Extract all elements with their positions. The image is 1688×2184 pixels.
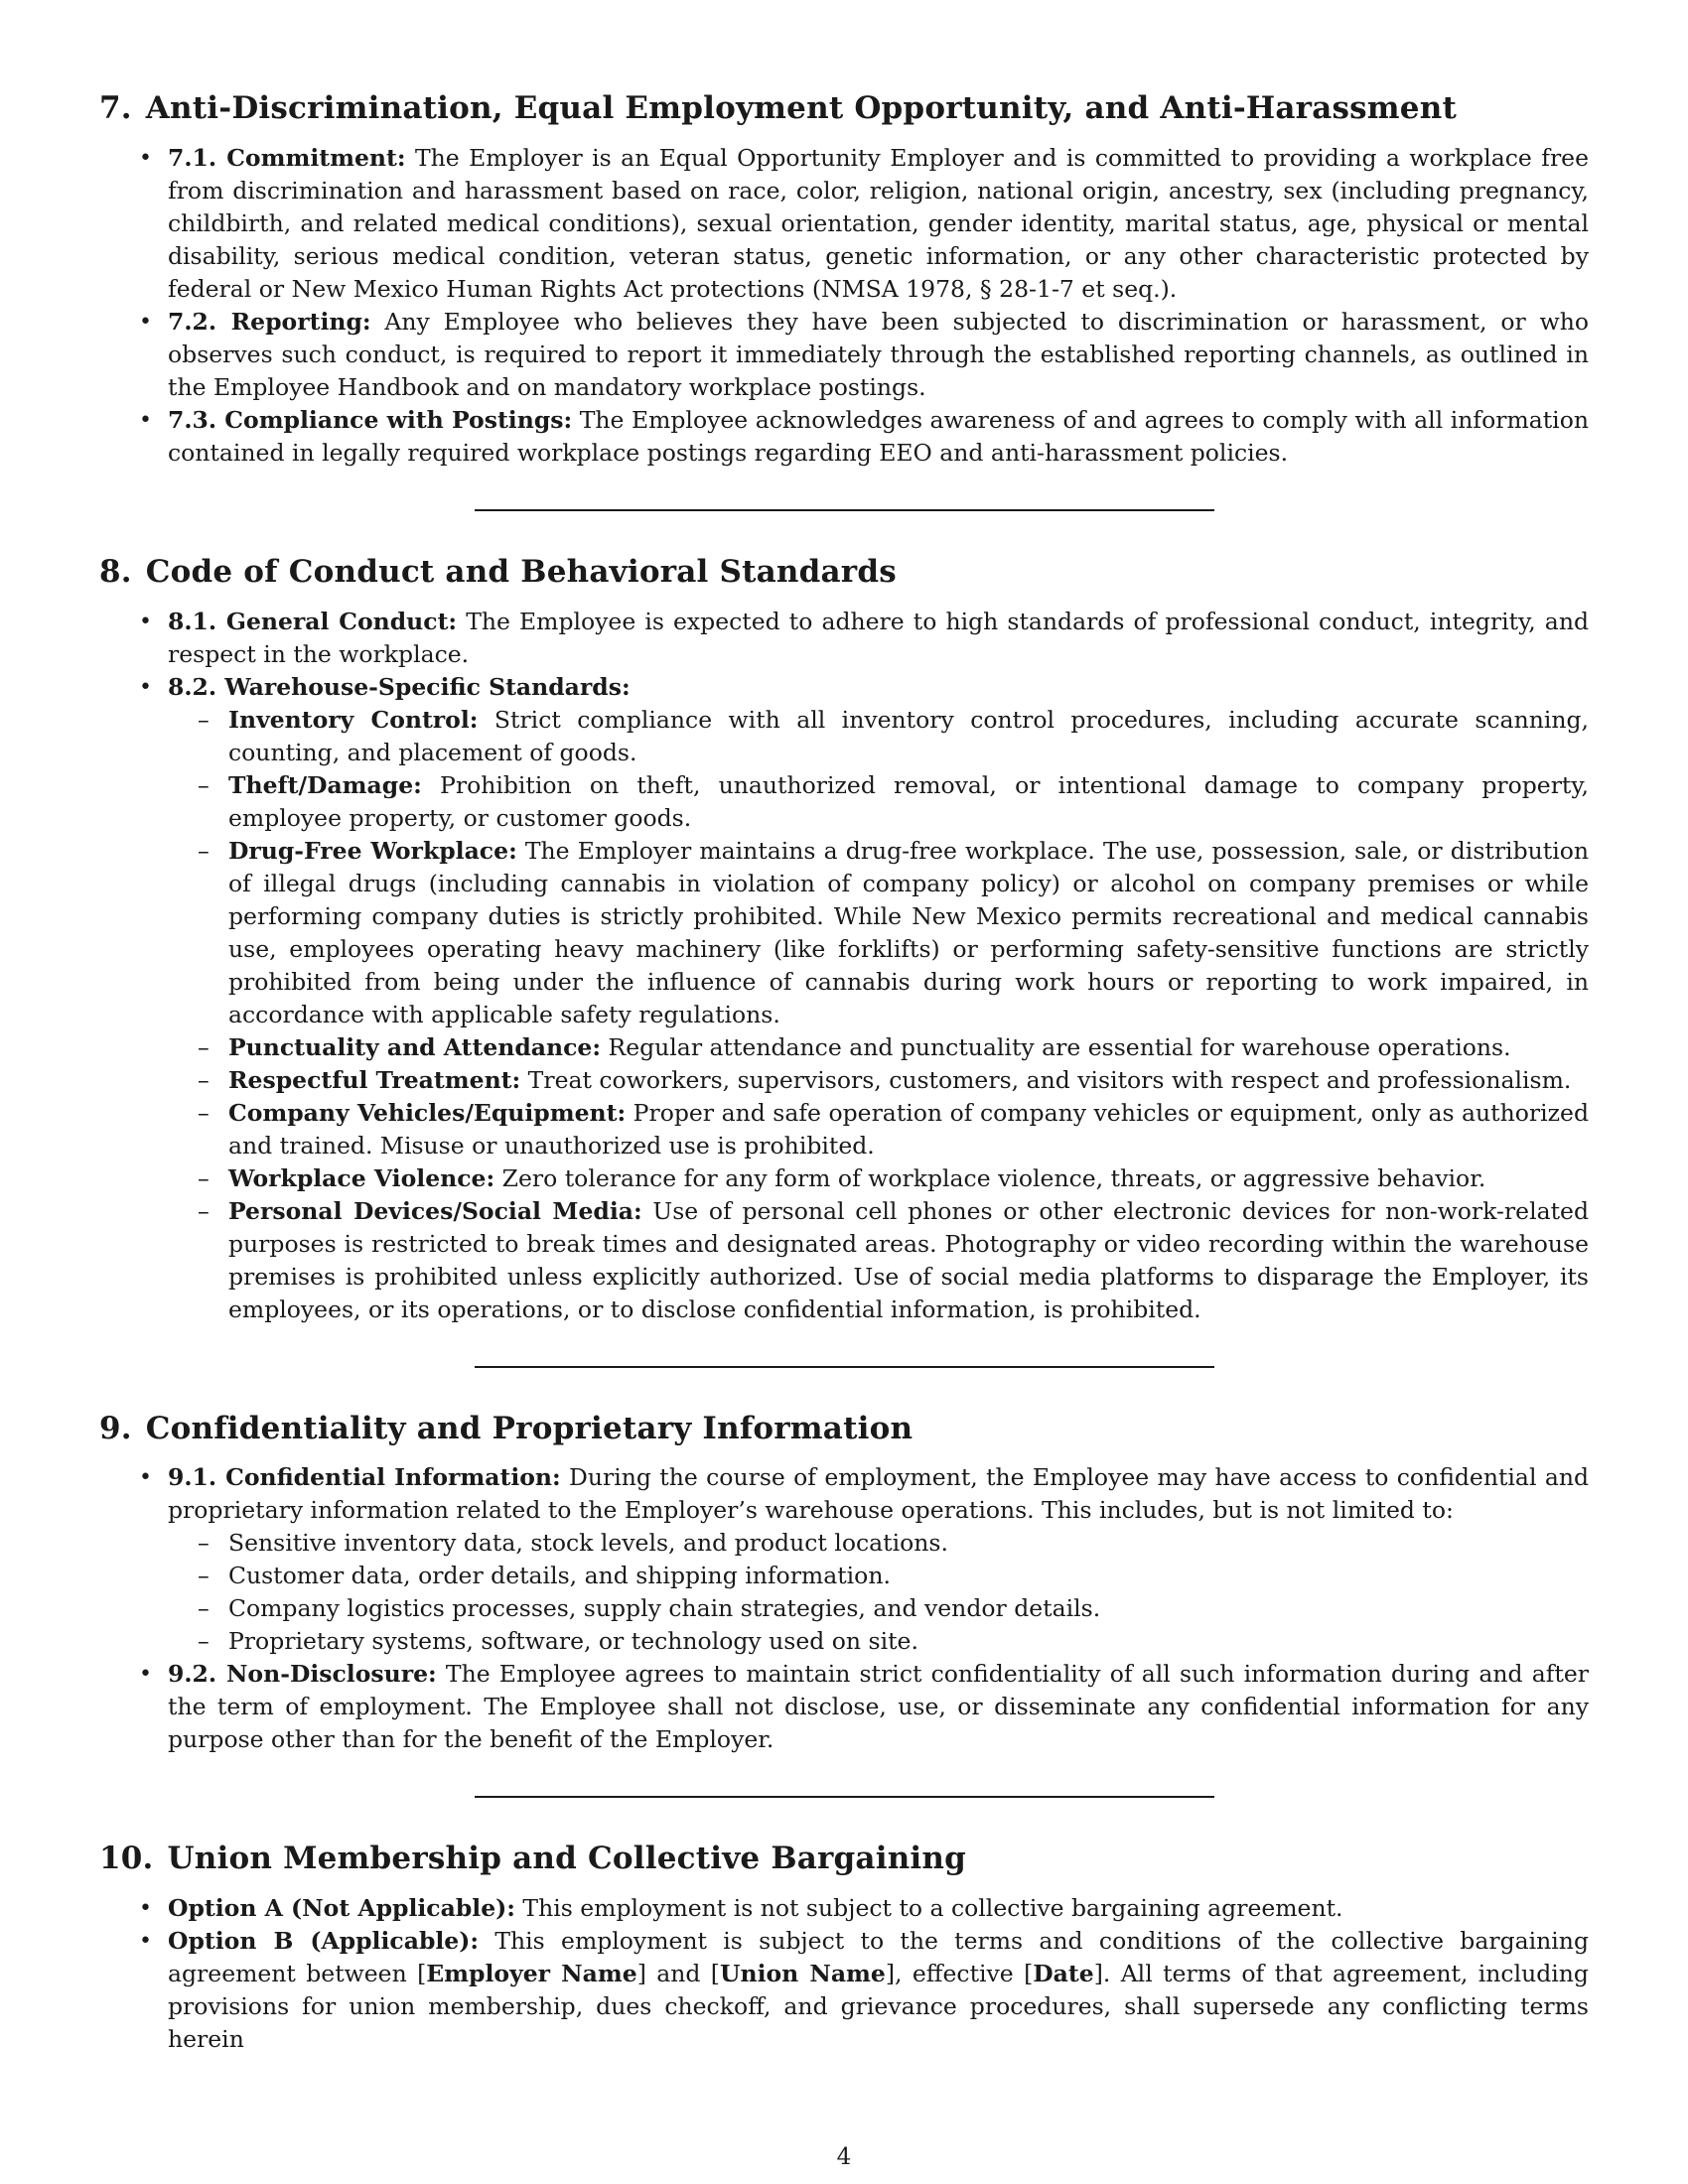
list-item: – Company Vehicles/Equipment: Proper and safe operation of company vehicles or equipment, only as authorized and trained. Misuse or unauthorized use is prohibited. — [168, 1097, 1589, 1162]
section-10 — [99, 1840, 1589, 2056]
page-number: 4 — [836, 2144, 852, 2170]
list-item: – Theft/Damage: Prohibition on theft, unauthorized removal, or intentional damage to company property, employee property, or customer goods. — [168, 769, 1589, 835]
list-item: • 7.2. Reporting: Any Employee who believes they have been subjected to discrimination or harassment, or who observes such conduct, is required to report it immediately through the established reporting channels, as outlined in the Employee Handbook and on mandatory workplace postings. — [99, 306, 1589, 404]
section-10-list — [99, 1892, 1589, 2056]
list-item: – Punctuality and Attendance: Regular attendance and punctuality are essential for warehouse operations. — [168, 1031, 1589, 1064]
section-heading: 9. Confidentiality and Proprietary Information — [99, 1410, 914, 1446]
list-item: – Personal Devices/Social Media: Use of personal cell phones or other electronic devices for non-work-related purposes is restricted to break times and designated areas. Photography or video recording within the warehouse premises is prohibited unless explicitly authorized. Use of social media platforms to disparage the Employer, its employees, or its operations, or to disclose confidential information, is prohibited. — [168, 1195, 1589, 1326]
section-heading: 10. Union Membership and Collective Bargaining — [99, 1841, 967, 1877]
section-9 — [99, 1410, 1589, 1757]
list-item: – Sensitive inventory data, stock levels, and product locations. — [168, 1527, 1589, 1560]
section-divider — [475, 1796, 1214, 1798]
list-item: • 7.3. Compliance with Postings: The Employee acknowledges awareness of and agrees to comply with all information contained in legally required workplace postings regarding EEO and anti-harassment policies. — [99, 404, 1589, 470]
list-item: – Respectful Treatment: Treat coworkers, supervisors, customers, and visitors with respect and professionalism. — [168, 1064, 1589, 1097]
section-heading: 7. Anti-Discrimination, Equal Employment Opportunity, and Anti-Harassment — [99, 90, 1457, 126]
list-item: • 8.1. General Conduct: The Employee is expected to adhere to high standards of professional conduct, integrity, and respect in the workplace. — [99, 606, 1589, 671]
document-page — [99, 89, 1589, 2056]
date-placeholder: Date — [1033, 1960, 1094, 1987]
list-item: • 8.2. Warehouse-Specific Standards: – Inventory Control: Strict compliance with all inventory control procedures, including accurate scanning, counting, and placement of goods. – Theft/Damage: Prohibition on theft, unauthorized removal, or intentional damage to company property, employee property, or customer goods. – Drug-Free Workplace: The Employer maintains a drug-free workplace. The use, possession, sale, or distribution of illegal drugs (including cannabis in violation of company policy) or alcohol on company premises or while performing company duties is strictly prohibited. While New Mexico permits recreational and medical cannabis use, employees operating heavy machinery (like forklifts) or performing safety-sensitive functions are strictly prohibited from being under the influence of cannabis during work hours or reporting to work impaired, in accordance with applicable safety regulations. – Punctuality and Attendance: Regular attendance and punctuality are essential for warehouse operations. – Respectful Treatment: Treat coworkers, supervisors, customers, and visitors with respect and professionalism. – Company Vehicles/Equipment: Proper and safe operation of company vehicles or equipment, only as authorized and trained. Misuse or unauthorized use is prohibited. – Workplace Violence: Zero tolerance for any form of workplace violence, threats, or aggressive behavior. – Personal Devices/Social Media: Use of personal cell phones or other electronic devices for non-work-related purposes is restricted to break times and designated areas. Photography or video recording within the warehouse premises is prohibited unless explicitly authorized. Use of social media platforms to disparage the Employer, its employees, or its operations, or to disclose confidential information, is prohibited. — [99, 671, 1589, 1326]
list-item: – Company logistics processes, supply chain strategies, and vendor details. — [168, 1592, 1589, 1625]
warehouse-standards-list — [168, 704, 1589, 1326]
employer-name-placeholder: Employer Name — [426, 1960, 637, 1987]
list-item: • 7.1. Commitment: The Employer is an Equal Opportunity Employer and is committed to providing a workplace free from discrimination and harassment based on race, color, religion, national origin, ancestry, sex (including pregnancy, childbirth, and related medical conditions), sexual orientation, gender identity, marital status, age, physical or mental disability, serious medical condition, veteran status, genetic information, or any other characteristic protected by federal or New Mexico Human Rights Act protections (NMSA 1978, § 28-1-7 et seq.). — [99, 142, 1589, 306]
list-item: – Inventory Control: Strict compliance with all inventory control procedures, including accurate scanning, counting, and placement of goods. — [168, 704, 1589, 769]
confidential-info-list — [168, 1527, 1589, 1658]
section-divider — [475, 509, 1214, 511]
list-item: – Drug-Free Workplace: The Employer maintains a drug-free workplace. The use, possession, sale, or distribution of illegal drugs (including cannabis in violation of company policy) or alcohol on company premises or while performing company duties is strictly prohibited. While New Mexico permits recreational and medical cannabis use, employees operating heavy machinery (like forklifts) or performing safety-sensitive functions are strictly prohibited from being under the influence of cannabis during work hours or reporting to work impaired, in accordance with applicable safety regulations. — [168, 835, 1589, 1031]
list-item: • 9.1. Confidential Information: During the course of employment, the Employee may have access to confidential and proprietary information related to the Employer’s warehouse operations. This includes, but is not limited to: – Sensitive inventory data, stock levels, and product locations. – Customer data, order details, and shipping information. – Company logistics processes, supply chain strategies, and vendor details. – Proprietary systems, software, or technology used on site. — [99, 1461, 1589, 1658]
list-item: • Option A (Not Applicable): This employment is not subject to a collective bargaining agreement. — [99, 1892, 1589, 1925]
section-8 — [99, 553, 1589, 1326]
section-7-list — [99, 142, 1589, 470]
list-item: • 9.2. Non-Disclosure: The Employee agrees to maintain strict confidentiality of all such information during and after the term of employment. The Employee shall not disclose, use, or disseminate any confidential information for any purpose other than for the benefit of the Employer. — [99, 1658, 1589, 1756]
section-9-list — [99, 1461, 1589, 1756]
list-item: – Customer data, order details, and shipping information. — [168, 1560, 1589, 1592]
section-heading: 8. Code of Conduct and Behavioral Standards — [99, 553, 897, 590]
union-name-placeholder: Union Name — [719, 1960, 886, 1987]
section-7 — [99, 89, 1589, 470]
list-item: – Workplace Violence: Zero tolerance for any form of workplace violence, threats, or aggressive behavior. — [168, 1162, 1589, 1195]
section-8-list — [99, 606, 1589, 1326]
list-item: – Proprietary systems, software, or technology used on site. — [168, 1625, 1589, 1658]
section-divider — [475, 1366, 1214, 1368]
list-item: • Option B (Applicable): This employment is subject to the terms and conditions of the collective bargaining agreement between [Employer Name] and [Union Name], effective [Date]. All terms of that agreement, including provisions for union membership, dues checkoff, and grievance procedures, shall supersede any conflicting terms herein — [99, 1925, 1589, 2056]
